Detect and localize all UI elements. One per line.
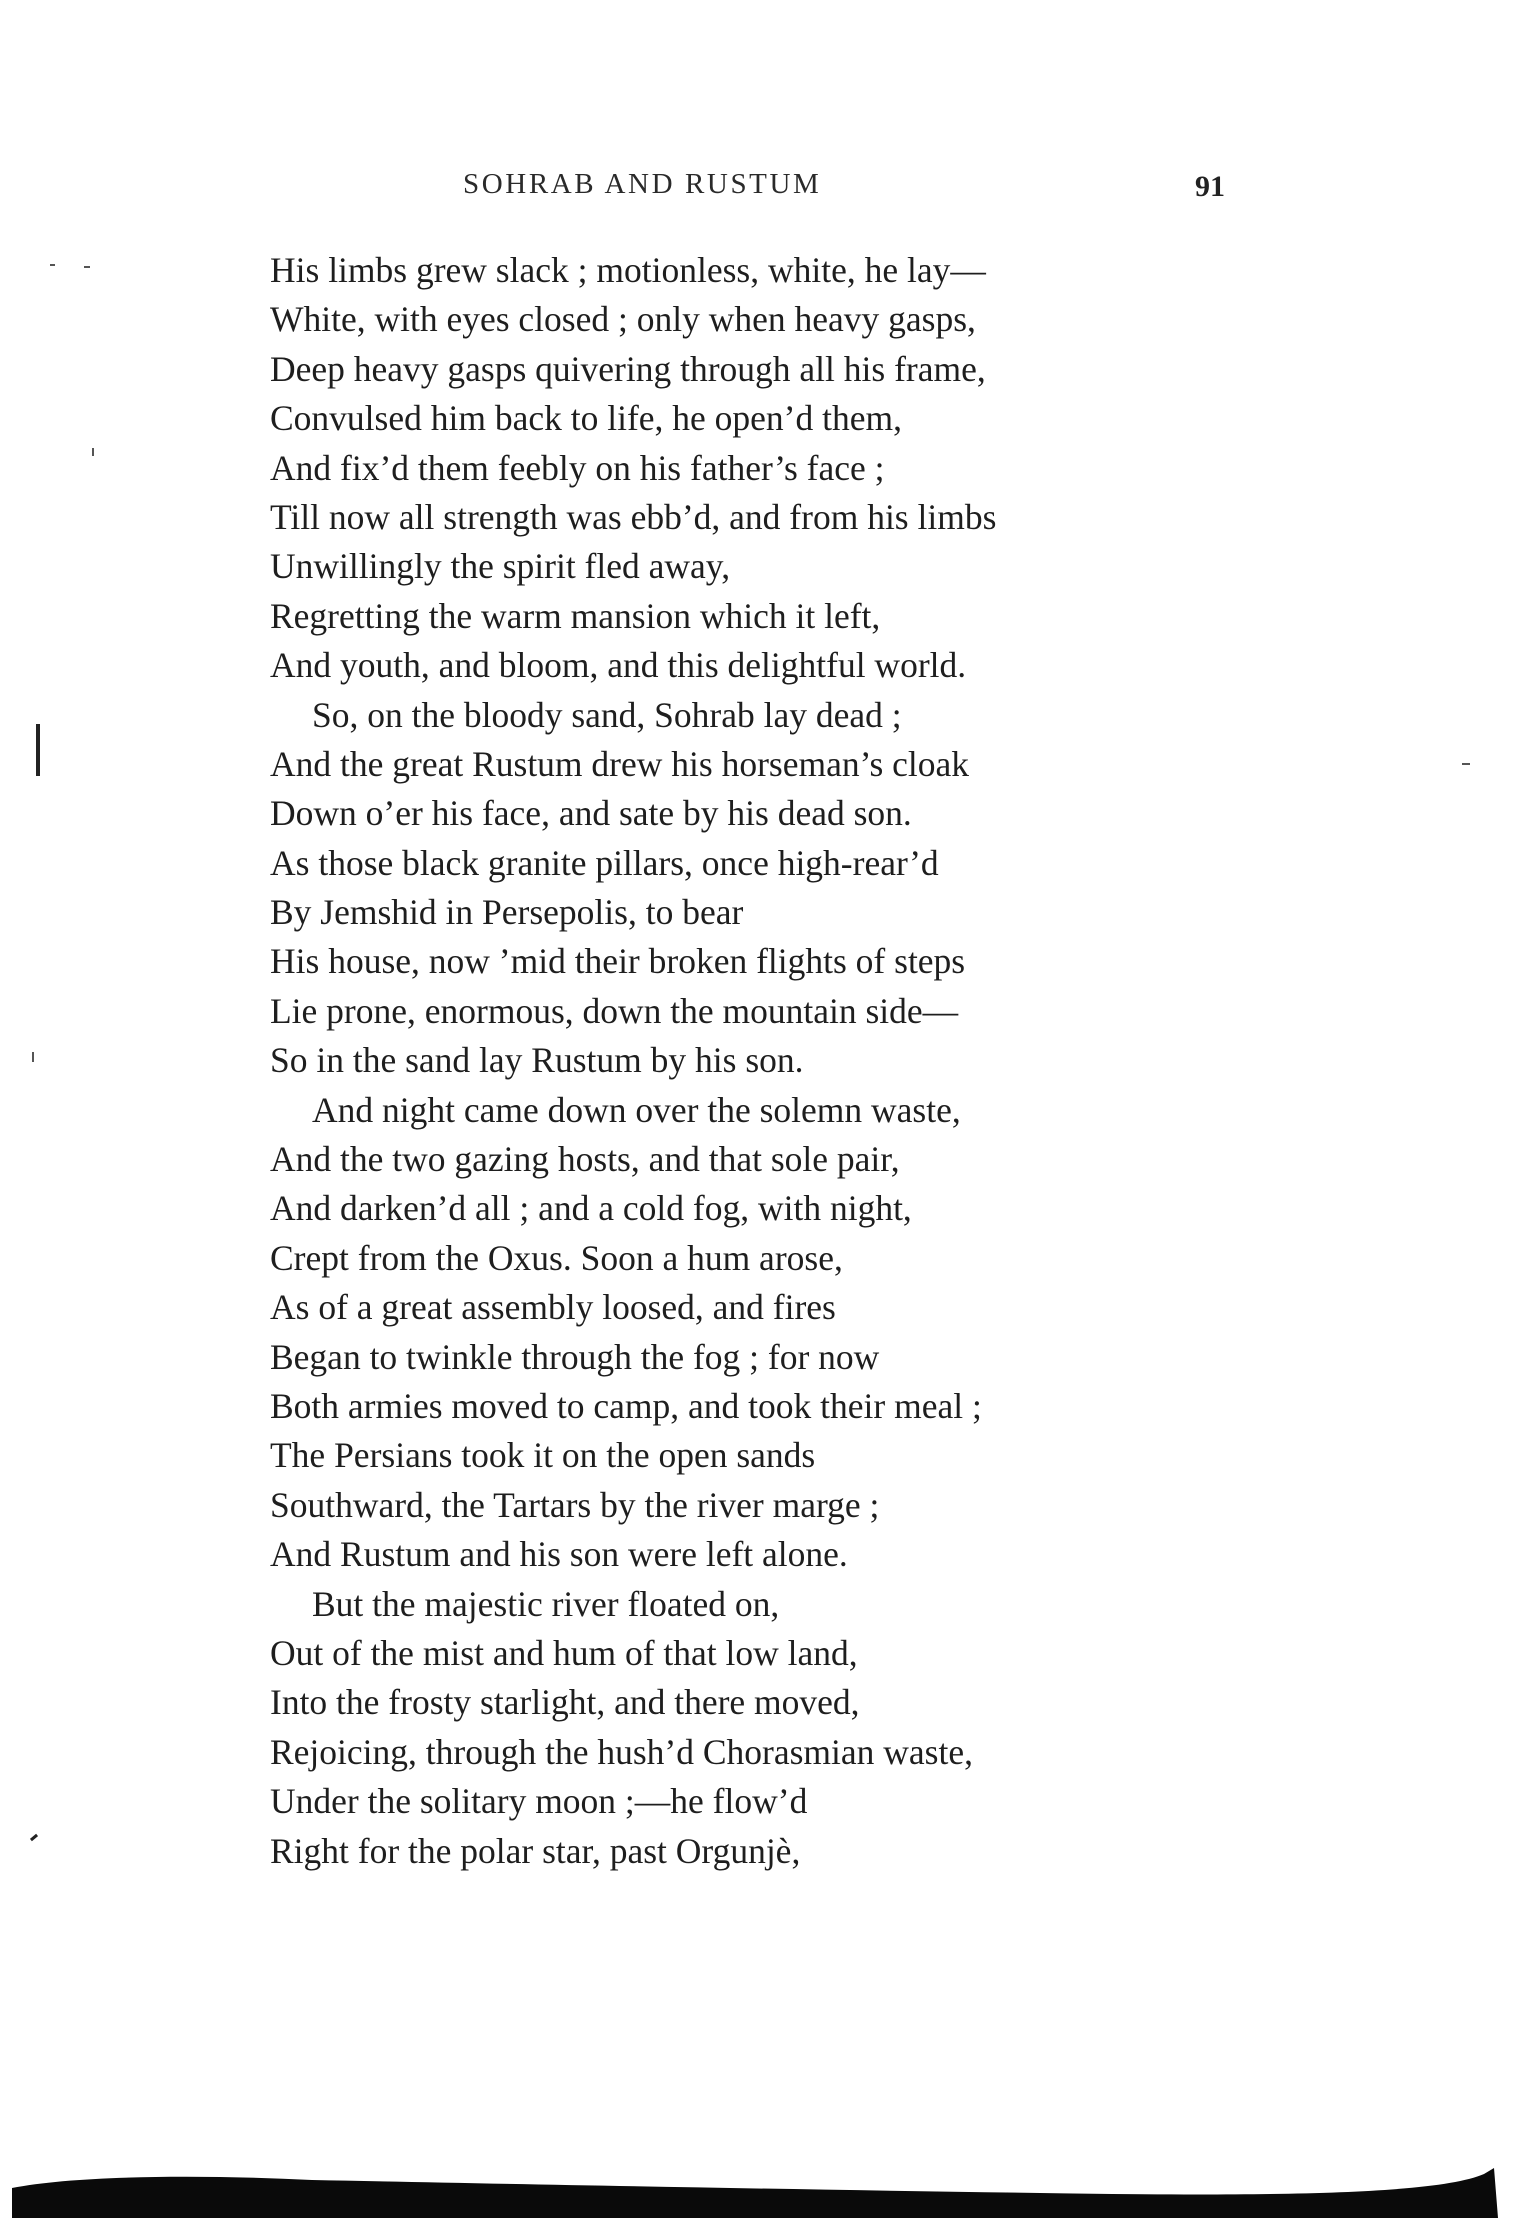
verse-line: Right for the polar star, past Orgunjè, <box>270 1830 801 1871</box>
poem-text <box>270 246 1270 1876</box>
verse-line: Rejoicing, through the hush’d Chorasmian waste, <box>270 1731 973 1772</box>
verse-line: Lie prone, enormous, down the mountain side— <box>270 990 959 1031</box>
verse-line: So in the sand lay Rustum by his son. <box>270 1040 804 1081</box>
verse-line: The Persians took it on the open sands <box>270 1435 816 1476</box>
verse-line: Crept from the Oxus. Soon a hum arose, <box>270 1237 843 1278</box>
verse-line: Under the solitary moon ;—he flow’d <box>270 1781 808 1822</box>
verse-line: Deep heavy gasps quivering through all his frame, <box>270 348 986 389</box>
verse-line: Unwillingly the spirit fled away, <box>270 546 731 587</box>
running-title: SOHRAB AND RUSTUM <box>463 168 822 200</box>
margin-mark <box>50 264 55 266</box>
verse-line: Till now all strength was ebb’d, and from his limbs <box>270 496 997 537</box>
verse-line: And the great Rustum drew his horseman’s cloak <box>270 743 970 784</box>
verse-line: Into the frosty starlight, and there moved, <box>270 1682 860 1723</box>
margin-mark <box>92 448 94 456</box>
verse-line: And Rustum and his son were left alone. <box>270 1534 848 1575</box>
bottom-scan-bar <box>12 2168 1504 2218</box>
verse-line: As those black granite pillars, once high-rear’d <box>270 842 939 883</box>
verse-line: Regretting the warm mansion which it left, <box>270 595 881 636</box>
verse-line: And the two gazing hosts, and that sole pair, <box>270 1139 900 1180</box>
verse-line: So, on the bloody sand, Sohrab lay dead ; <box>312 694 902 735</box>
verse-line: His limbs grew slack ; motionless, white, he lay— <box>270 250 986 290</box>
verse-line: As of a great assembly loosed, and fires <box>270 1287 836 1328</box>
verse-line: Began to twinkle through the fog ; for now <box>270 1336 880 1377</box>
margin-mark <box>32 1052 34 1062</box>
verse-line: White, with eyes closed ; only when heavy gasps, <box>270 299 976 340</box>
running-head <box>0 168 1524 212</box>
margin-mark <box>84 266 90 268</box>
verse-line: Southward, the Tartars by the river marge ; <box>270 1484 880 1525</box>
verse-line: His house, now ’mid their broken flights of steps <box>270 941 966 982</box>
verse-line: By Jemshid in Persepolis, to bear <box>270 892 744 933</box>
page-number: 91 <box>1195 170 1225 203</box>
margin-mark <box>30 1834 38 1841</box>
verse-line: And youth, and bloom, and this delightful world. <box>270 645 967 686</box>
verse-line: And darken’d all ; and a cold fog, with night, <box>270 1188 912 1229</box>
verse-line: But the majestic river floated on, <box>312 1583 780 1624</box>
verse-line: Convulsed him back to life, he open’d them, <box>270 398 902 439</box>
verse-line: And night came down over the solemn waste, <box>312 1089 961 1130</box>
margin-mark <box>1462 763 1470 765</box>
margin-mark <box>36 724 40 776</box>
verse-line: Out of the mist and hum of that low land, <box>270 1632 858 1673</box>
verse-line: Down o’er his face, and sate by his dead son. <box>270 793 912 834</box>
verse-line: And fix’d them feebly on his father’s face ; <box>270 447 885 488</box>
bottom-scan-bar-shape <box>12 2168 1498 2218</box>
verse-line: Both armies moved to camp, and took their meal ; <box>270 1385 982 1426</box>
